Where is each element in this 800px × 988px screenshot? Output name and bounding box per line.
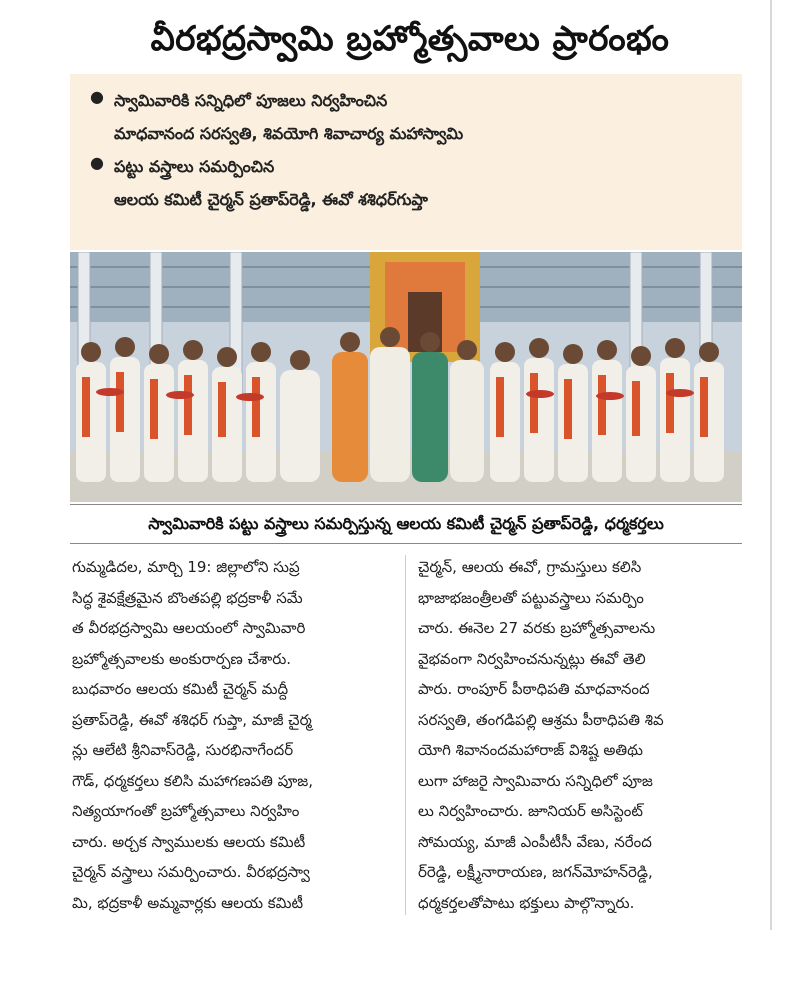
- highlight-line: మాధవానంద సరస్వతి, శివయోగి శివాచార్య మహాస్వామి: [114, 124, 464, 143]
- body-line: వైభవంగా నిర్వహించనున్నట్లు ఈవో తెలి: [418, 649, 646, 668]
- body-line: బుధవారం ఆలయ కమిటీ చైర్మన్ మద్దీ: [72, 680, 289, 698]
- body-line: చారు. అర్చక స్వాములకు ఆలయ కమిటీ: [72, 832, 306, 851]
- article-body-left-column: [72, 552, 400, 918]
- photo-caption: స్వామివారికి పట్టు వస్త్రాలు సమర్పిస్తున్న ఆలయ కమిటీ చైర్మన్ ప్రతాప్‌రెడ్డి, ధర్మకర్తలు: [70, 504, 742, 544]
- body-line: గుమ్మడిదల, మార్చి 19: జిల్లాలోని సుప్ర: [72, 558, 300, 576]
- body-line: సోమయ్య, మాజీ ఎంపీటీసీ వేణు, నరేంద: [418, 832, 652, 851]
- body-line: సిద్ధ శైవక్షేత్రమైన బొంతపల్లి భద్రకాళీ సమే: [72, 588, 303, 607]
- body-line: చైర్మన్, ఆలయ ఈవో, గ్రామస్తులు కలిసి: [418, 558, 642, 576]
- article-body-right-column: [418, 552, 746, 918]
- bullet-icon: ●: [90, 153, 104, 172]
- body-line: సరస్వతి, తంగడిపల్లి ఆశ్రమ పీఠాధిపతి శివ: [418, 710, 664, 729]
- body-line: భాజాభజంత్రీలతో పట్టువస్త్రాలు సమర్పిం: [418, 588, 644, 607]
- highlight-line: ఆలయ కమిటీ చైర్మన్ ప్రతాప్‌రెడ్డి, ఈవో శశిధర్‌గుప్తా: [114, 190, 428, 209]
- body-line: గౌడ్, ధర్మకర్తలు కలిసి మహాగణపతి పూజ,: [72, 771, 314, 790]
- body-line: త వీరభద్రస్వామి ఆలయంలో స్వామివారి: [72, 619, 306, 637]
- body-line: లు నిర్వహించారు. జూనియర్ అసిస్టెంట్: [418, 802, 643, 820]
- body-line: ర్‌రెడ్డి, లక్ష్మీనారాయణ, జగన్‌మోహన్‌రెడ్డి,: [418, 863, 653, 881]
- body-line: లుగా హాజరై స్వామివారు సన్నిధిలో పూజ: [418, 771, 653, 790]
- body-line: మి, భద్రకాళీ అమ్మవార్లకు ఆలయ కమిటీ: [72, 893, 304, 912]
- article-headline: వీరభద్రస్వామి బ్రహ్మోత్సవాలు ప్రారంభం: [150, 19, 670, 59]
- column-divider: [405, 555, 406, 915]
- body-line: బ్రహ్మోత్సవాలకు అంకురార్పణ చేశారు.: [72, 649, 292, 668]
- body-line: ప్రతాప్‌రెడ్డి, ఈవో శశిధర్ గుప్తా, మాజీ చైర్మ: [72, 710, 312, 729]
- highlights-box: [70, 74, 742, 250]
- temple-event-photo: [70, 252, 742, 502]
- body-line: యోగి శివానందమహారాజ్ విశిష్ట అతిథు: [418, 741, 643, 759]
- highlight-line: పట్టు వస్త్రాలు సమర్పించిన: [114, 157, 275, 176]
- page-edge-rule: [770, 0, 772, 930]
- highlight-item: [88, 84, 724, 150]
- body-line: పారు. రాంపూర్ పీఠాధిపతి మాధవానంద: [418, 680, 650, 698]
- body-line: న్లు ఆలేటి శ్రీనివాస్‌రెడ్డి, సురభినాగేందర్: [72, 741, 294, 759]
- highlight-item: [88, 150, 724, 216]
- bullet-icon: ●: [90, 87, 104, 106]
- body-line: చారు. ఈనెల 27 వరకు బ్రహ్మోత్సవాలను: [418, 619, 656, 637]
- highlight-line: స్వామివారికి సన్నిధిలో పూజలు నిర్వహించిన: [114, 91, 388, 110]
- body-line: నిత్యయాగంతో బ్రహ్మోత్సవాలు నిర్వహిం: [72, 802, 300, 820]
- body-line: ధర్మకర్తలతోపాటు భక్తులు పాల్గొన్నారు.: [418, 893, 635, 912]
- body-line: చైర్మన్ వస్త్రాలు సమర్పించారు. వీరభద్రస్వా: [72, 863, 310, 881]
